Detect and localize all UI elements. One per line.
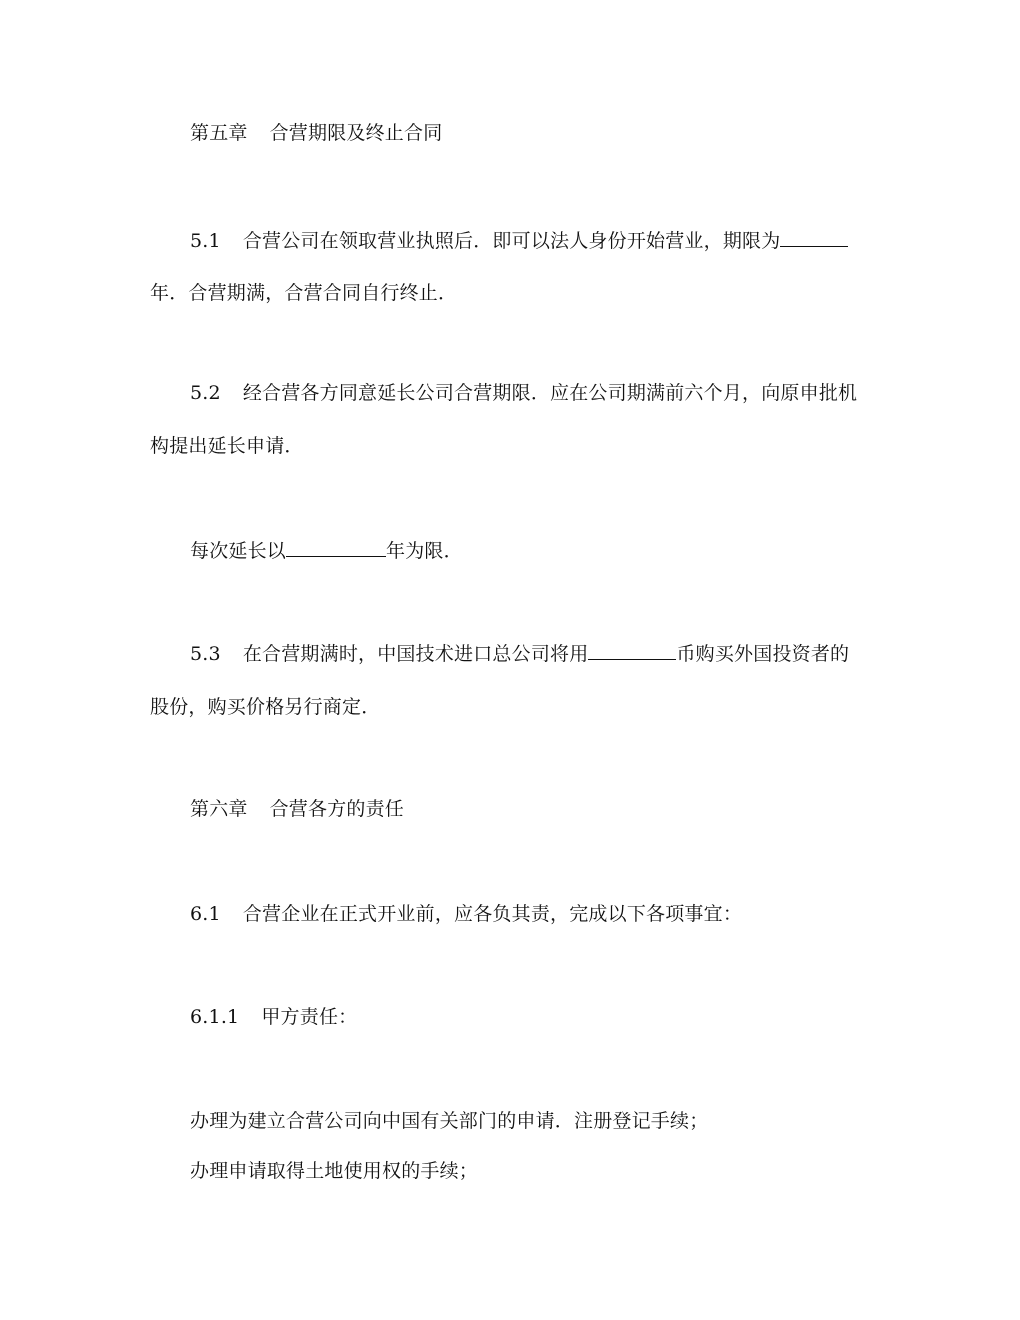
clause-6-1-1-text: 甲方责任： [261,1006,358,1028]
clause-6-1-text: 合营企业在正式开业前，应各负其责，完成以下各项事宜： [242,903,743,925]
clause-5-2-line-1 [190,379,857,407]
clause-5-1-line-2 [150,279,457,307]
clause-5-3-text-c: 股份，购买价格另行商定． [150,696,381,718]
clause-6-1-1-number: 6.1.1 [190,1006,240,1028]
extension-text-a: 每次延长以 [190,540,287,562]
clause-5-3-line-2 [150,693,380,721]
clause-5-1-text-a: 合营公司在领取营业执照后．即可以法人身份开始营业，期限为 [242,230,781,252]
clause-5-3-text-a: 在合营期满时，中国技术进口总公司将用 [242,643,589,665]
clause-5-3-line-1 [190,640,849,668]
extension-line [190,537,463,565]
clause-5-1-line-1 [190,227,848,255]
clause-5-2-text-a: 经合营各方同意延长公司合营期限．应在公司期满前六个月，向原申批机 [242,382,858,404]
extension-years-blank [286,538,386,557]
clause-5-2-text-b: 构提出延长申请． [150,435,304,457]
clause-6-1-number: 6.1 [190,903,221,925]
clause-5-3-number: 5.3 [190,643,221,665]
term-years-blank [780,228,848,247]
clause-5-2-line-2 [150,432,304,460]
clause-5-1-number: 5.1 [190,230,221,252]
currency-blank [588,641,676,660]
chapter-6-title: 第六章 [190,798,248,820]
clause-5-1-text-b: 年．合营期满，合营合同自行终止． [150,282,458,304]
clause-5-2-number: 5.2 [190,382,221,404]
duty-item-text: 办理申请取得土地使用权的手续； [190,1160,479,1182]
chapter-5-heading [190,119,442,147]
duty-item-text: 办理为建立合营公司向中国有关部门的申请．注册登记手续； [190,1110,709,1132]
chapter-6-heading [190,795,404,823]
chapter-5-title: 第五章 [190,122,248,144]
clause-6-1-line [190,900,742,928]
duty-item [190,1157,478,1185]
extension-text-b: 年为限． [386,540,463,562]
clause-5-3-text-b: 币购买外国投资者的 [676,643,850,665]
duty-item [190,1107,708,1135]
clause-6-1-1-line [190,1003,357,1031]
chapter-5-subtitle: 合营期限及终止合同 [269,122,443,144]
chapter-6-subtitle: 合营各方的责任 [269,798,405,820]
